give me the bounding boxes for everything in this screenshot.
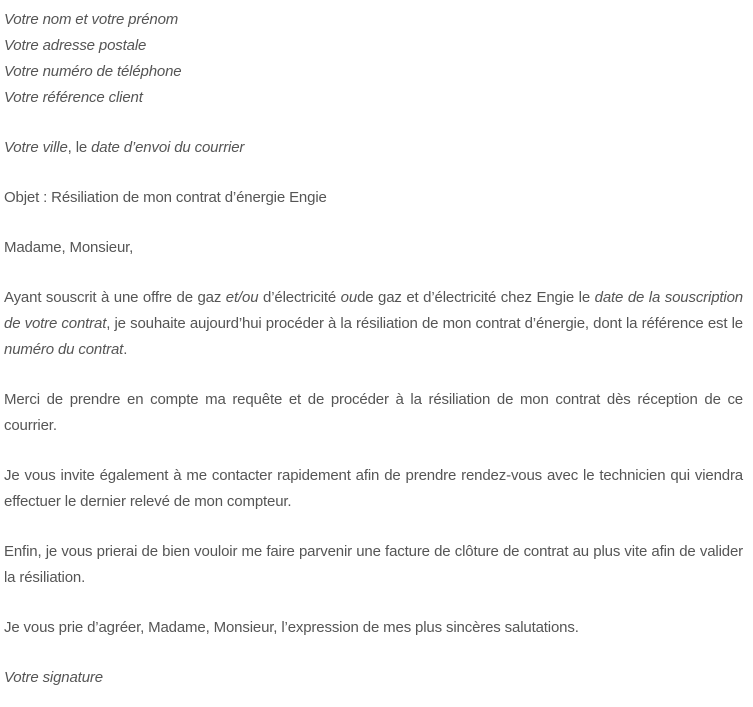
paragraph-technician: Je vous invite également à me contacter rapidement afin de prendre rendez-vous avec le technicien qui viendra effectuer le dernier relevé de mon compteur. bbox=[4, 467, 743, 510]
closing-formula: Je vous prie d’agréer, Madame, Monsieur, l’expression de mes plus sincères salutations. bbox=[4, 619, 579, 636]
date-separator: , le bbox=[67, 139, 92, 156]
paragraph-subscription bbox=[4, 285, 743, 363]
p1-text-4: , je souhaite aujourd’hui procéder à la résiliation de mon contrat d’énergie, dont la référence est le bbox=[106, 315, 743, 332]
sender-client-reference: Votre référence client bbox=[4, 89, 143, 106]
sender-address: Votre adresse postale bbox=[4, 37, 147, 54]
p1-contract-number-placeholder: numéro du contrat bbox=[4, 341, 124, 358]
paragraph-final-invoice: Enfin, je vous prierai de bien vouloir me faire parvenir une facture de clôture de contrat au plus vite afin de valider la résiliation. bbox=[4, 543, 743, 586]
place-and-date bbox=[4, 135, 743, 161]
city-placeholder: Votre ville bbox=[4, 139, 68, 156]
p1-text-1: Ayant souscrit à une offre de gaz bbox=[4, 289, 226, 306]
salutation: Madame, Monsieur, bbox=[4, 239, 134, 256]
signature-placeholder: Votre signature bbox=[4, 669, 103, 686]
p1-text-3: de gaz et d’électricité chez Engie le bbox=[357, 289, 595, 306]
date-placeholder: date d’envoi du courrier bbox=[91, 139, 245, 156]
p1-text-5: . bbox=[123, 341, 128, 358]
paragraph-request: Merci de prendre en compte ma requête et de procéder à la résiliation de mon contrat dès réception de ce courrier. bbox=[4, 391, 743, 434]
p1-italic-et-ou: et/ou bbox=[225, 289, 259, 306]
p1-italic-ou: ou bbox=[340, 289, 358, 306]
p1-subscription-date-placeholder: date de la souscription de votre contrat bbox=[4, 289, 743, 332]
subject-line: Objet : Résiliation de mon contrat d’énergie Engie bbox=[4, 189, 327, 206]
p1-text-2: d’électricité bbox=[258, 289, 341, 306]
sender-phone: Votre numéro de téléphone bbox=[4, 63, 182, 80]
sender-name: Votre nom et votre prénom bbox=[4, 11, 179, 28]
sender-block bbox=[4, 7, 743, 111]
